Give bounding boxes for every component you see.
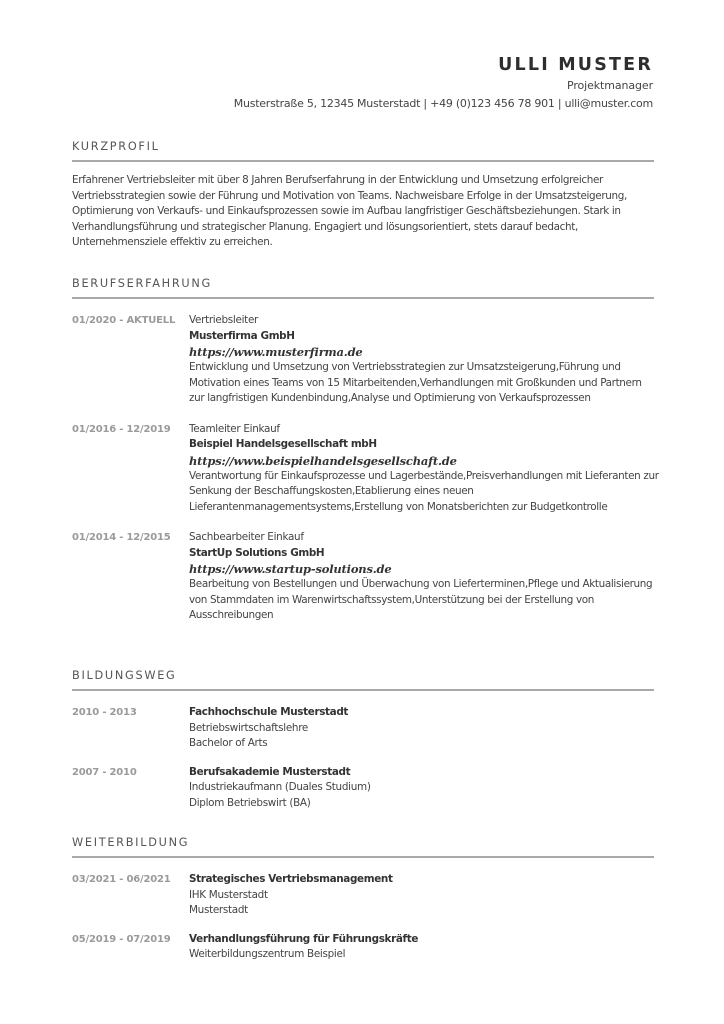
section-title-profile: KURZPROFIL [72, 140, 160, 153]
study-field: Industriekaufmann (Duales Studium) [189, 781, 371, 793]
experience-entry [72, 530, 654, 624]
entry-date: 2010 - 2013 [72, 707, 137, 718]
job-position: Sachbearbeiter Einkauf [189, 531, 304, 543]
entry-date: 05/2019 - 07/2019 [72, 933, 171, 945]
company-url[interactable]: https://www.startup-solutions.de [189, 562, 392, 576]
degree: Diplom Betriebswirt (BA) [189, 796, 311, 809]
training-entry [72, 872, 654, 919]
company-url[interactable]: https://www.musterfirma.de [189, 345, 363, 359]
course-name: Verhandlungsführung für Führungskräfte [189, 932, 419, 945]
study-field: Betriebswirtschaftslehre [189, 721, 309, 734]
section-education [72, 669, 654, 811]
section-divider [72, 856, 654, 858]
resume-header [234, 54, 653, 112]
course-provider: Weiterbildungszentrum Beispiel [189, 948, 346, 960]
entry-date: 2007 - 2010 [72, 766, 137, 778]
education-entry [72, 705, 654, 752]
section-title-education: BILDUNGSWEG [72, 669, 177, 682]
company-name: Musterfirma GmbH [189, 329, 295, 342]
contact-line: Musterstraße 5, 12345 Musterstadt | +49 (0)123 456 78 901 | ulli@muster.com [233, 97, 653, 110]
section-title-experience: BERUFSERFAHRUNG [72, 277, 212, 290]
section-divider [72, 689, 654, 691]
company-url[interactable]: https://www.beispielhandelsgesellschaft.de [189, 453, 457, 468]
section-experience [72, 277, 659, 624]
course-location: Musterstadt [189, 904, 248, 916]
job-description: Verantwortung für Einkaufsprozesse und Lagerbestände,Preisverhandlungen mit Lieferanten zur Senkung der Beschaffungskosten,Etablierung eines neuen Lieferantenmanagementsystems,Erstellung von Monatsberichten zur Budgetkontrolle [189, 469, 659, 513]
job-position: Vertriebsleiter [189, 314, 259, 326]
candidate-role: Projektmanager [567, 79, 653, 92]
experience-entry [72, 313, 654, 407]
course-name: Strategisches Vertriebsmanagement [189, 873, 393, 885]
company-name: Beispiel Handelsgesellschaft mbH [189, 438, 377, 450]
entry-date: 03/2021 - 06/2021 [72, 874, 171, 885]
section-divider [72, 160, 654, 162]
institution-name: Berufsakademie Musterstadt [189, 765, 351, 778]
course-provider: IHK Musterstadt [189, 888, 268, 901]
candidate-name: ULLI MUSTER [498, 55, 653, 75]
education-entry [72, 765, 654, 812]
job-description: Bearbeitung von Bestellungen und Überwachung von Lieferterminen,Pflege und Aktualisierung von Stammdaten im Warenwirtschaftssystem,Unterstützung bei der Erstellung von Ausschreibungen [189, 578, 653, 621]
entry-date: 01/2020 - AKTUELL [72, 315, 176, 326]
training-entry [72, 932, 654, 963]
job-position: Teamleiter Einkauf [189, 422, 280, 435]
entry-date: 01/2014 - 12/2015 [72, 532, 171, 543]
company-name: StartUp Solutions GmbH [189, 546, 325, 559]
degree: Bachelor of Arts [189, 737, 268, 749]
section-training [72, 836, 654, 963]
profile-text: Erfahrener Vertriebsleiter mit über 8 Jahren Berufserfahrung in der Entwicklung und Umsetzung erfolgreicher Vertriebsstrategien sowie der Führung und Motivation von Teams. Nachweisbare Erfolge in der Umsatzsteigerung, Optimierung von Verkaufs- und Einkaufsprozessen sowie im Aufbau langfristiger Geschäftsbeziehungen. Stark in Verhandlungsführung und strategischer Planung. Engagiert und lösungsorientiert, stets darauf bedacht, Unternehmensziele effektiv zu erreichen. [72, 174, 627, 249]
experience-entry [72, 422, 659, 516]
entry-date: 01/2016 - 12/2019 [72, 423, 171, 435]
section-title-training: WEITERBILDUNG [72, 836, 190, 849]
section-profile [72, 140, 654, 251]
job-description: Entwicklung und Umsetzung von Vertriebsstrategien zur Umsatzsteigerung,Führung und Motivation eines Teams von 15 Mitarbeitenden,Verhandlungen mit Großkunden und Partnern zur langfristigen Kundenbindung,Analyse und Optimierung von Verkaufsprozessen [189, 361, 642, 404]
institution-name: Fachhochschule Musterstadt [189, 706, 349, 718]
section-divider [72, 297, 654, 299]
